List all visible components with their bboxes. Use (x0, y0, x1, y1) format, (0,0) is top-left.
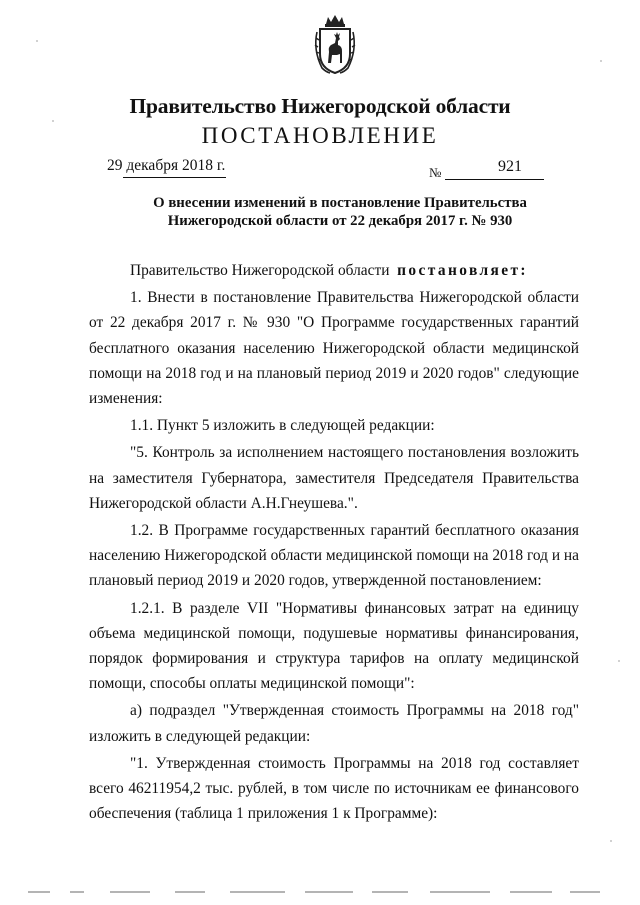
scan-speck (610, 840, 612, 842)
number-label: № (429, 165, 442, 180)
scan-artifact (510, 891, 552, 893)
organization-name: Правительство Нижегородской области (129, 94, 511, 118)
paragraph-1-1: 1.1. Пункт 5 изложить в следующей редакции: (130, 417, 435, 435)
paragraph-cost: "1. Утвержденная стоимость Программы на 2018 год составляет всего 46211954,2 тыс. рублей, в том числе по источникам ее финансового обеспечения (таблица 1 приложения 1 к Программе): (89, 754, 579, 823)
intro-verb: постановляет: (397, 262, 528, 279)
paragraph-a: а) подраздел "Утвержденная стоимость Программы на 2018 год" изложить в следующей редакции: (89, 702, 579, 745)
scan-artifact (230, 891, 285, 893)
paragraph-1-2: 1.2. В Программе государственных гарантий бесплатного оказания населению Нижегородской области медицинской помощи на 2018 год и на плановый период 2019 и 2020 годов, утвержденной постановлением: (89, 522, 579, 590)
document-type: ПОСТАНОВЛЕНИЕ (201, 123, 439, 148)
scan-artifact (305, 891, 353, 893)
intro-org: Правительство Нижегородской области (130, 262, 390, 279)
document-date: 29 декабря 2018 г. (107, 157, 226, 174)
scan-artifact (175, 891, 205, 893)
scan-artifact (430, 891, 490, 893)
scan-edge-noise (0, 885, 640, 905)
paragraph-1-1-text: "5. Контроль за исполнением настоящего постановления возложить на заместителя Губернатора, заместителя Председателя Правительства Нижегородской области А.Н.Гнеушева.". (89, 444, 579, 512)
intro-paragraph (89, 258, 579, 283)
subject-line-2: Нижегородской области от 22 декабря 2017 г. № 930 (167, 213, 513, 229)
scan-speck (52, 120, 54, 122)
scan-speck (600, 60, 602, 62)
scan-artifact (110, 891, 150, 893)
subject-line-1: О внесении изменений в постановление Правительства (153, 195, 527, 211)
coat-of-arms-icon (312, 14, 358, 76)
number-underline (445, 179, 544, 180)
paragraph-1: 1. Внести в постановление Правительства Нижегородской области от 22 декабря 2017 г. № 930 "О Программе государственных гарантий бесплатного оказания населению Нижегородской области медицинской помощи на 2018 год и на плановый период 2019 и 2020 годов" следующие изменения: (89, 289, 579, 408)
paragraph-1-2-1: 1.2.1. В разделе VII "Нормативы финансовых затрат на единицу объема медицинской помощи, подушевые нормативы финансирования, порядок формирования и структура тарифов на оплату медицинской помощи, способы оплаты медицинской помощи": (89, 599, 579, 693)
date-underline (123, 177, 226, 178)
document-body (89, 258, 579, 826)
scan-speck (618, 660, 620, 662)
scan-artifact (570, 891, 600, 893)
scan-artifact (70, 891, 84, 893)
document-number: 921 (498, 158, 522, 175)
document-subject (80, 194, 600, 230)
scan-artifact (372, 891, 408, 893)
scan-speck (36, 40, 38, 42)
scan-artifact (28, 891, 50, 893)
